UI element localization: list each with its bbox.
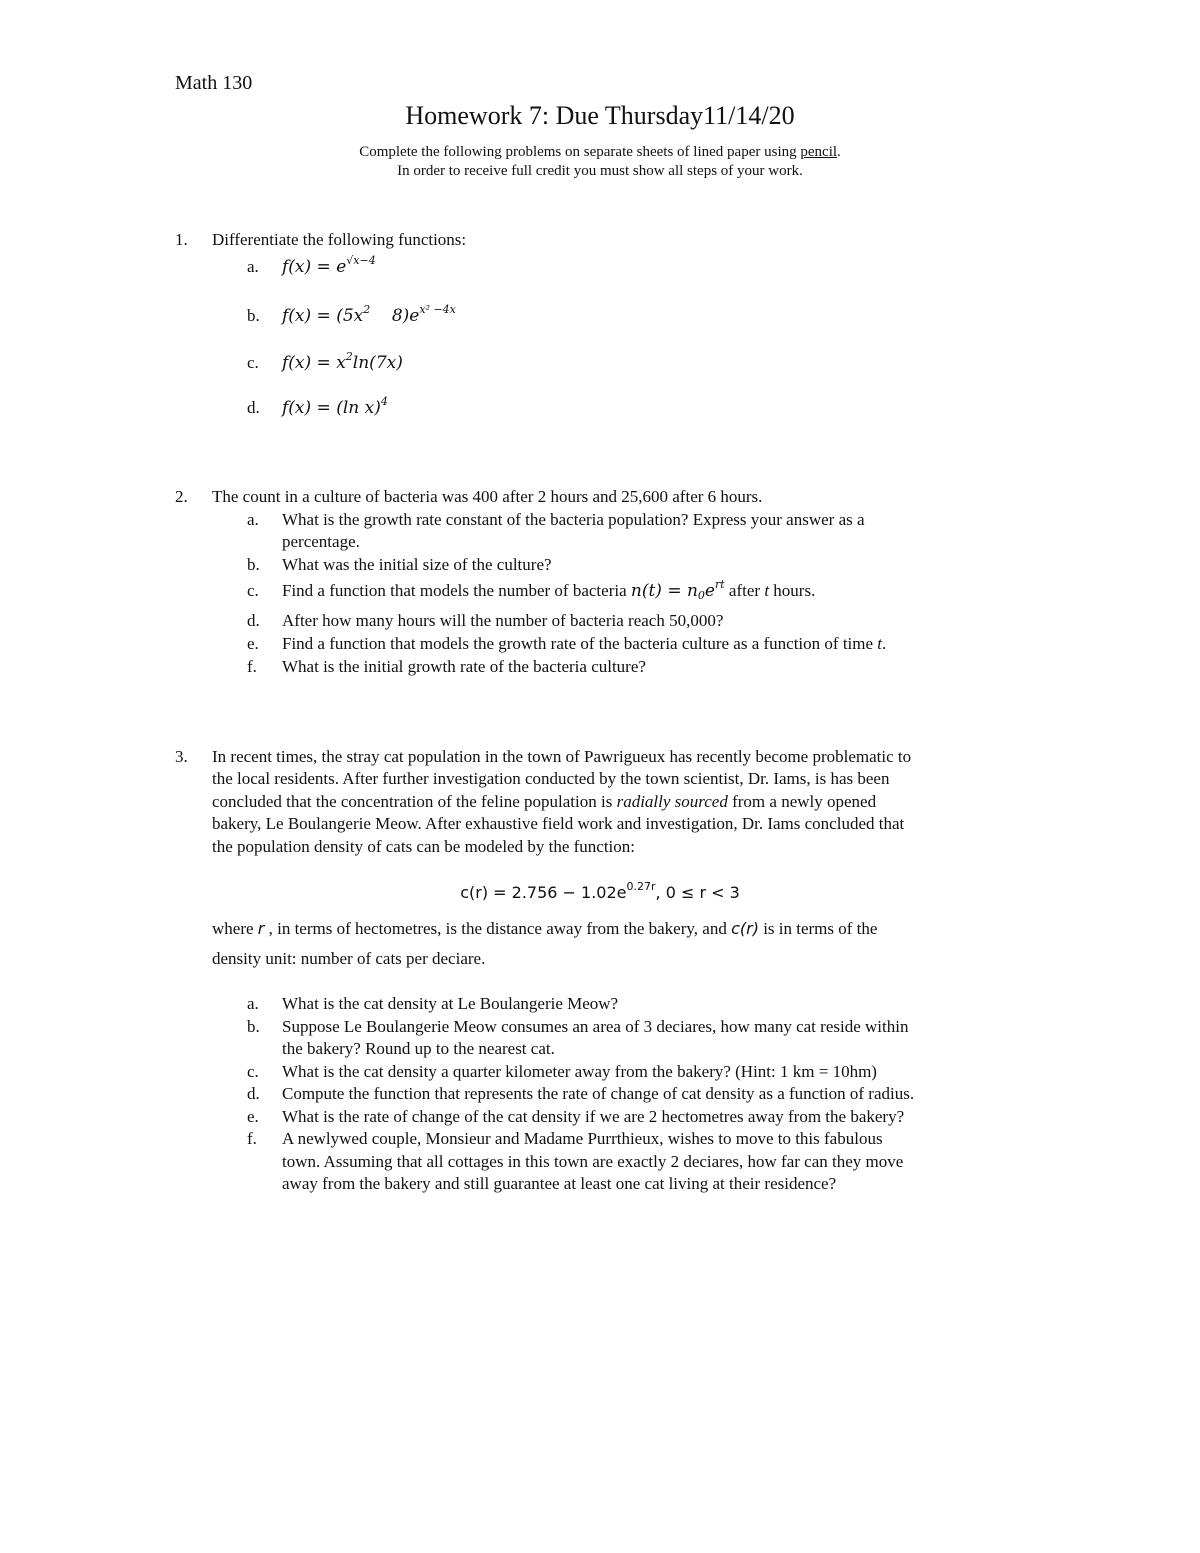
- problem-1a-letter: a.: [247, 257, 259, 276]
- problem-2e-letter: e.: [247, 634, 259, 653]
- problem-2b-text: What was the initial size of the culture?: [282, 555, 552, 574]
- problem-2c-letter: c.: [247, 581, 259, 600]
- problem-3f-text-cont-1: town. Assuming that all cottages in this town are exactly 2 deciares, how far can they move: [282, 1152, 904, 1171]
- problem-3-line-3: concluded that the concentration of the feline population is radially sourced from a newly opened: [212, 792, 877, 811]
- instruction-line-1: Complete the following problems on separate sheets of lined paper using pencil.: [359, 144, 841, 160]
- problem-2d-text: After how many hours will the number of bacteria reach 50,000?: [282, 611, 724, 630]
- problem-3-line-5: the population density of cats can be modeled by the function:: [212, 837, 635, 856]
- problem-2-number: 2.: [175, 487, 188, 506]
- problem-3d-letter: d.: [247, 1084, 260, 1103]
- problem-3c-text: What is the cat density a quarter kilometer away from the bakery? (Hint: 1 km = 10hm): [282, 1062, 877, 1081]
- exponential-model-formula: $n(t) = n_0e^{rt}$: [630, 578, 725, 602]
- page-title: Homework 7: Due Thursday11/14/20: [405, 101, 795, 130]
- problem-3a-letter: a.: [247, 994, 259, 1013]
- problem-3f-text: A newlywed couple, Monsieur and Madame Purrthieux, wishes to move to this fabulous: [282, 1129, 883, 1148]
- problem-1-text: Differentiate the following functions:: [212, 230, 467, 249]
- problem-2a-text: What is the growth rate constant of the bacteria population? Express your answer as a: [282, 510, 865, 529]
- problem-3-density-line: density unit: number of cats per deciare.: [212, 949, 486, 968]
- problem-1d-letter: d.: [247, 398, 260, 417]
- problem-3b-text-cont: the bakery? Round up to the nearest cat.: [282, 1039, 555, 1058]
- problem-2f-text: What is the initial growth rate of the bacteria culture?: [282, 657, 646, 676]
- problem-2a-letter: a.: [247, 510, 259, 529]
- problem-2e-text: Find a function that models the growth rate of the bacteria culture as a function of time t.: [282, 634, 887, 653]
- problem-3a-text: What is the cat density at Le Boulangerie Meow?: [282, 994, 619, 1013]
- problem-1c-formula: $f(x) = x^2\ln(7x)$: [282, 350, 403, 373]
- problem-2-text: The count in a culture of bacteria was 400 after 2 hours and 25,600 after 6 hours.: [212, 487, 763, 506]
- problem-1c-letter: c.: [247, 353, 259, 372]
- problem-1a-formula: $f(x) = e^{√x-4}$: [282, 254, 376, 277]
- problem-3-number: 3.: [175, 747, 188, 766]
- instructions: [0, 143, 1200, 181]
- problem-1-number: 1.: [175, 230, 188, 249]
- problem-3c-letter: c.: [247, 1062, 259, 1081]
- problem-3-line-4: bakery, Le Boulangerie Meow. After exhaustive field work and investigation, Dr. Iams concluded that: [212, 814, 905, 833]
- problem-2c-text: Find a function that models the number of bacteria $n(t) = n_0e^{rt}$ after t hours.: [282, 578, 816, 602]
- problem-2f-letter: f.: [247, 657, 257, 676]
- problem-2b-letter: b.: [247, 555, 260, 574]
- problem-3f-letter: f.: [247, 1129, 257, 1148]
- problem-3e-letter: e.: [247, 1107, 259, 1126]
- problem-3-line-1: In recent times, the stray cat population in the town of Pawrigueux has recently become problematic to: [212, 747, 912, 766]
- problem-2d-letter: d.: [247, 611, 260, 630]
- problem-1d-formula: f(x) = (ln x)$^4$: [282, 395, 388, 418]
- problem-3e-text: What is the rate of change of the cat density if we are 2 hectometres away from the bakery?: [282, 1107, 905, 1126]
- underlined-word: pencil: [800, 144, 838, 160]
- problem-2a-text-cont: percentage.: [282, 532, 360, 551]
- cat-density-equation: $c(r) = 2.756 - 1.02e^{0.27r}$, 0 ≤ r < 3: [460, 880, 740, 902]
- course-name: Math 130: [175, 72, 253, 94]
- problem-3-where-line: where r , in terms of hectometres, is the distance away from the bakery, and c(r) is in terms of the: [212, 919, 878, 938]
- problem-3-line-2: the local residents. After further investigation conducted by the town scientist, Dr. Iams, is has been: [212, 769, 890, 788]
- instruction-line-2: In order to receive full credit you must show all steps of your work.: [397, 163, 803, 179]
- problem-1b-letter: b.: [247, 306, 260, 325]
- problem-3b-text: Suppose Le Boulangerie Meow consumes an area of 3 deciares, how many cat reside within: [282, 1017, 909, 1036]
- problem-3b-letter: b.: [247, 1017, 260, 1036]
- problem-1b-formula: $f(x) = (5x^2$ $8)e^{x^2 -4x}$: [282, 303, 456, 326]
- problem-3d-text: Compute the function that represents the rate of change of cat density as a function of radius.: [282, 1084, 915, 1103]
- problem-3f-text-cont-2: away from the bakery and still guarantee at least one cat living at their residence?: [282, 1174, 837, 1193]
